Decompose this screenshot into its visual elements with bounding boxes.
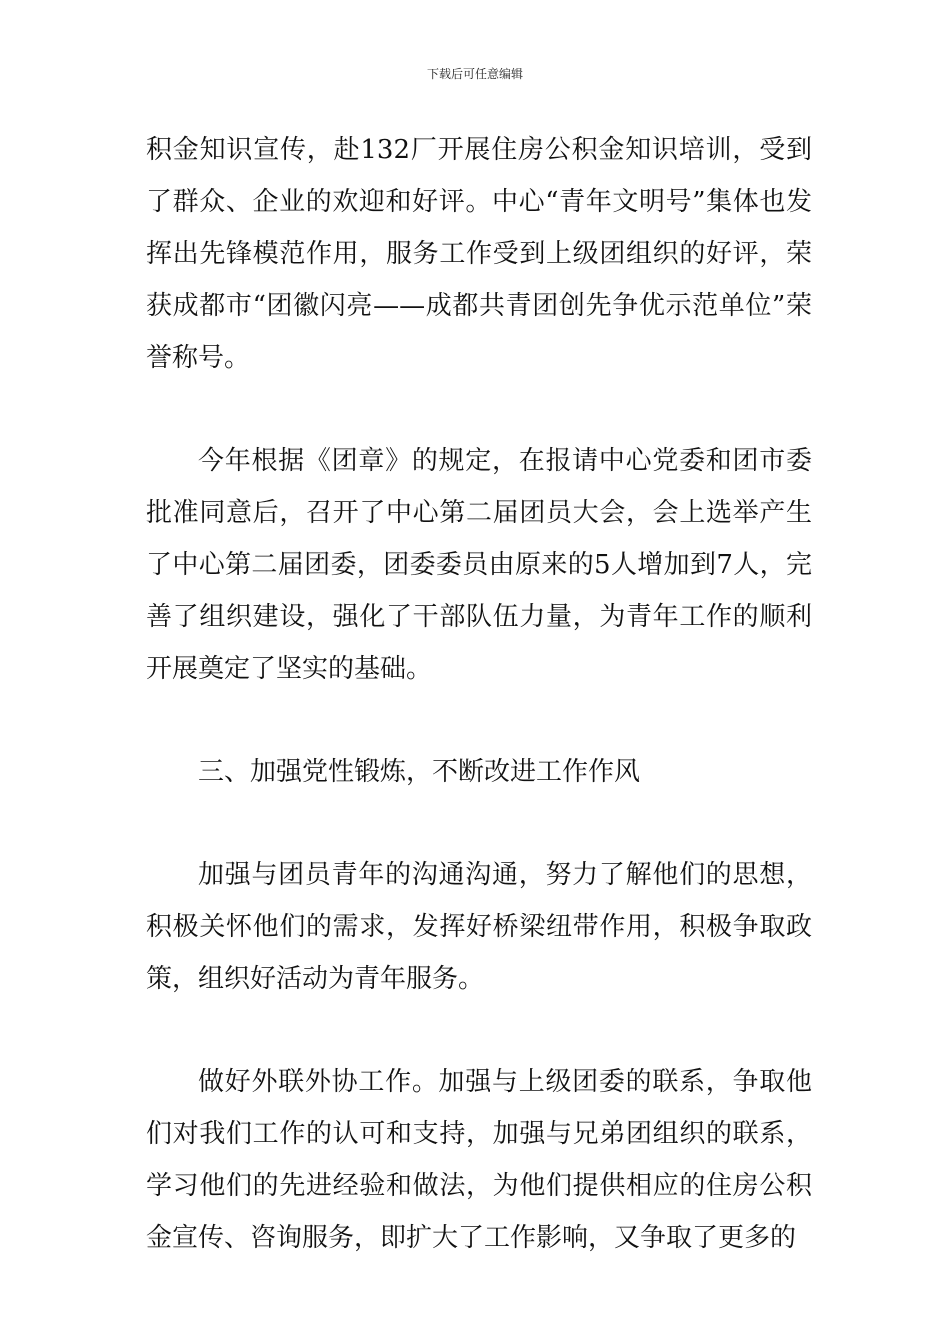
- paragraph-communication: 加强与团员青年的沟通沟通，努力了解他们的思想，积极关怀他们的需求，发挥好桥梁纽带作用，积极争取政策，组织好活动为青年服务。: [146, 860, 812, 994]
- document-body: [146, 124, 812, 1264]
- section-heading: 三、加强党性锻炼，不断改进工作作风: [198, 757, 641, 787]
- page-header: 下载后可任意编辑: [426, 67, 523, 81]
- paragraph-committee: 今年根据《团章》的规定，在报请中心党委和团市委批准同意后，召开了中心第二届团员大会，会上选举产生了中心第二届团委，团委委员由原来的5人增加到7人，完善了组织建设，强化了干部队伍力量，为青年工作的顺利开展奠定了坚实的基础。: [146, 446, 812, 684]
- paragraph-continued: 积金知识宣传，赴132厂开展住房公积金知识培训，受到了群众、企业的欢迎和好评。中心“青年文明号”集体也发挥出先锋模范作用，服务工作受到上级团组织的好评，荣获成都市“团徽闪亮——成都共青团创先争优示范单位”荣誉称号。: [146, 135, 812, 373]
- paragraph-liaison: 做好外联外协工作。加强与上级团委的联系，争取他们对我们工作的认可和支持，加强与兄弟团组织的联系，学习他们的先进经验和做法，为他们提供相应的住房公积金宣传、咨询服务，即扩大了工作影响，又争取了更多的: [146, 1067, 812, 1253]
